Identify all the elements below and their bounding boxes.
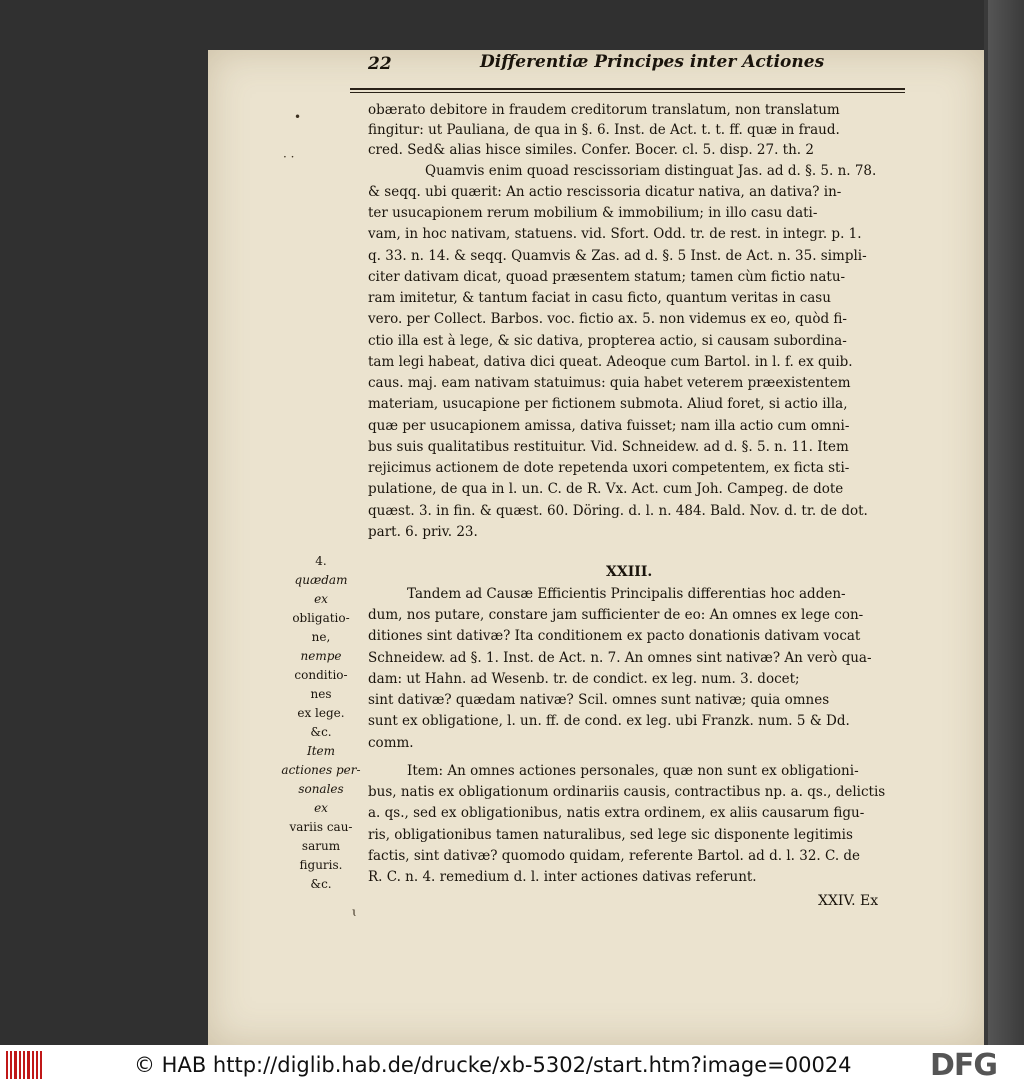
body-line: citer dativam dicat, quoad præsentem statum; tamen cùm fictio natu-	[368, 269, 846, 285]
section-line: dam: ut Hahn. ad Wesenb. tr. de condict. ex leg. num. 3. docet;	[368, 671, 800, 687]
section-line: dum, nos putare, constare jam sufficienter de eo: An omnes ex lege con-	[368, 607, 864, 623]
catchword: XXIV. Ex	[818, 893, 879, 909]
body-line: caus. maj. eam nativam statuimus: quia habet veterem præexistentem	[368, 375, 851, 391]
body-line: bus suis qualitatibus restituitur. Vid. Schneidew. ad d. §. 5. n. 11. Item	[368, 439, 849, 455]
header-rule	[350, 92, 905, 93]
body-line: Quamvis enim quoad rescissoriam distinguat Jas. ad d. §. 5. n. 78.	[425, 163, 877, 179]
body-line: & seqq. ubi quærit: An actio rescissoria dicatur nativa, an dativa? in-	[368, 184, 842, 200]
margin-note: ex lege.	[297, 706, 345, 720]
body-line: vero. per Collect. Barbos. voc. fictio ax. 5. non videmus ex eo, quòd fi-	[368, 311, 847, 327]
body-line: fingitur: ut Pauliana, de qua in §. 6. Inst. de Act. t. t. ff. quæ in fraud.	[368, 122, 840, 138]
margin-note: sarum	[301, 839, 341, 853]
section-heading: XXIII.	[606, 564, 653, 580]
hab-barcode-icon	[6, 1051, 46, 1079]
dfg-logo: DFG	[930, 1048, 998, 1083]
running-head: Differentiæ Principes inter Actiones	[480, 52, 825, 72]
margin-note: &c.	[310, 877, 332, 891]
body-line: tam legi habeat, dativa dici queat. Adeoque cum Bartol. in l. f. ex quib.	[368, 354, 853, 370]
body-line: quæst. 3. in fin. & quæst. 60. Döring. d. l. n. 484. Bald. Nov. d. tr. de dot.	[368, 503, 868, 519]
margin-note: actiones per-	[281, 763, 361, 777]
margin-note: 4.	[315, 554, 327, 568]
body-line: pulatione, de qua in l. un. C. de R. Vx. Act. cum Joh. Campeg. de dote	[368, 481, 844, 497]
ink-mark: •	[294, 110, 302, 124]
section-line: factis, sint dativæ? quomodo quidam, referente Bartol. ad d. l. 32. C. de	[368, 848, 861, 864]
body-line: part. 6. priv. 23.	[368, 524, 478, 540]
body-line: q. 33. n. 14. & seqq. Quamvis & Zas. ad d. §. 5 Inst. de Act. n. 35. simpli-	[368, 248, 867, 264]
margin-note: nempe	[300, 649, 342, 663]
body-line: ctio illa est à lege, & sic dativa, propterea actio, si causam subordina-	[368, 333, 847, 349]
body-line: ram imitetur, & tantum faciat in casu ficto, quantum veritas in casu	[368, 290, 831, 306]
section-line: Schneidew. ad §. 1. Inst. de Act. n. 7. An omnes sint nativæ? An verò qua-	[368, 650, 872, 666]
header-rule	[350, 88, 905, 90]
body-line: materiam, usucapione per fictionem submota. Aliud foret, si actio illa,	[368, 396, 848, 412]
section-line: a. qs., sed ex obligationibus, natis extra ordinem, ex aliis causarum figu-	[368, 805, 865, 821]
page-number: 22	[368, 54, 392, 74]
margin-note: nes	[310, 687, 332, 701]
body-line: vam, in hoc nativam, statuens. vid. Sfort. Odd. tr. de rest. in integr. p. 1.	[368, 226, 862, 242]
margin-note: ex	[314, 801, 328, 815]
section-line: bus, natis ex obligationum ordinariis causis, contractibus np. a. qs., delictis	[368, 784, 886, 800]
margin-note: &c.	[310, 725, 332, 739]
copyright-link[interactable]: © HAB http://diglib.hab.de/drucke/xb-5302/start.htm?image=00024	[134, 1053, 852, 1077]
body-line: ter usucapionem rerum mobilium & immobilium; in illo casu dati-	[368, 205, 818, 221]
body-line: quæ per usucapionem amissa, dativa fuisset; nam illa actio cum omni-	[368, 418, 850, 434]
section-line: Item: An omnes actiones personales, quæ non sunt ex obligationi-	[407, 763, 859, 779]
margin-note: variis cau-	[289, 820, 353, 834]
margin-note: quædam	[294, 573, 348, 587]
section-line: R. C. n. 4. remedium d. l. inter actiones dativas referunt.	[368, 869, 757, 885]
section-line: ris, obligationibus tamen naturalibus, sed lege sic disponente legitimis	[368, 827, 853, 843]
margin-note: obligatio-	[292, 611, 350, 625]
margin-note: conditio-	[294, 668, 348, 682]
section-line: sunt ex obligatione, l. un. ff. de cond. ex leg. ubi Franzk. num. 5 & Dd.	[368, 713, 850, 729]
ink-mark: · ·	[283, 150, 295, 164]
margin-note: sonales	[298, 782, 344, 796]
footer-bar	[0, 1045, 1024, 1085]
body-line: rejicimus actionem de dote repetenda uxori competentem, ex ficta sti-	[368, 460, 850, 476]
margin-note: Item	[306, 744, 336, 758]
section-line: Tandem ad Causæ Efficientis Principalis differentias hoc adden-	[407, 586, 846, 602]
margin-note: ex	[314, 592, 328, 606]
section-line: sint dativæ? quædam nativæ? Scil. omnes sunt nativæ; quia omnes	[368, 692, 830, 708]
section-line: ditiones sint dativæ? Ita conditionem ex pacto donationis dativam vocat	[368, 628, 861, 644]
body-line: obærato debitore in fraudem creditorum translatum, non translatum	[368, 102, 840, 118]
page-fold	[988, 0, 1024, 1045]
margin-note: figuris.	[299, 858, 343, 872]
margin-note: ne,	[311, 630, 331, 644]
ink-mark: ɩ	[352, 905, 357, 919]
book-spine-edge	[984, 0, 1024, 1045]
body-line: cred. Sed& alias hisce similes. Confer. Bocer. cl. 5. disp. 27. th. 2	[368, 142, 814, 158]
section-line: comm.	[368, 735, 414, 751]
